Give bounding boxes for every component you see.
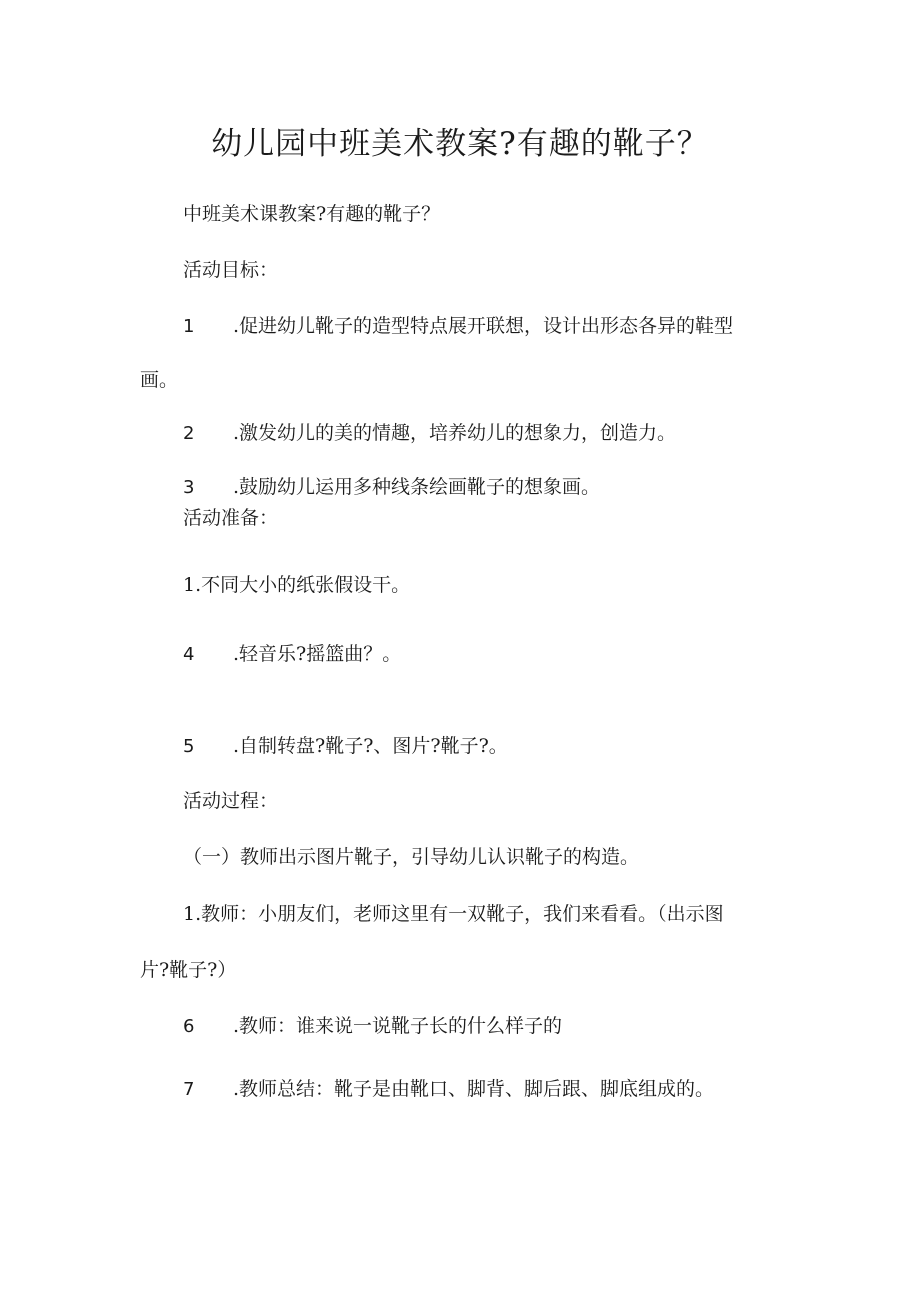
prep-heading: 活动准备： xyxy=(183,507,279,529)
prep-item-1: 1.不同大小的纸张假设干。 xyxy=(183,574,411,596)
prep-item-4 xyxy=(183,643,401,666)
process-6-text: .教师：谁来说一说靴子长的什么样子的 xyxy=(233,1015,563,1037)
goals-heading: 活动目标： xyxy=(183,259,279,281)
goal-1-number: 1 xyxy=(183,316,195,337)
goal-1-continuation: 画。 xyxy=(140,369,179,391)
process-item-1: 1.教师：小朋友们，老师这里有一双靴子，我们来看看。（出示图 xyxy=(183,903,724,925)
subtitle: 中班美术课教案?有趣的靴子？ xyxy=(183,203,441,225)
prep-item-5 xyxy=(183,735,508,758)
goal-item-2 xyxy=(183,422,676,445)
process-7-number: 7 xyxy=(183,1079,195,1100)
prep-4-text: .轻音乐?摇篮曲？。 xyxy=(233,643,402,665)
prep-5-text: .自制转盘?靴子?、图片?靴子?。 xyxy=(233,735,508,757)
process-item-6 xyxy=(183,1015,562,1038)
process-item-1-continuation: 片?靴子?） xyxy=(140,959,237,981)
goal-3-text: .鼓励幼儿运用多种线条绘画靴子的想象画。 xyxy=(233,476,601,498)
goal-item-3 xyxy=(183,476,600,499)
goal-1-text: .促进幼儿靴子的造型特点展开联想，设计出形态各异的鞋型 xyxy=(233,315,734,337)
goal-2-number: 2 xyxy=(183,423,195,444)
step-one: （一）教师出示图片靴子，引导幼儿认识靴子的构造。 xyxy=(183,846,640,868)
prep-5-number: 5 xyxy=(183,736,195,757)
prep-4-number: 4 xyxy=(183,644,195,665)
process-7-text: .教师总结：靴子是由靴口、脚背、脚后跟、脚底组成的。 xyxy=(233,1078,715,1100)
process-item-7 xyxy=(183,1078,714,1101)
process-heading: 活动过程： xyxy=(183,790,279,812)
process-6-number: 6 xyxy=(183,1016,195,1037)
goal-3-number: 3 xyxy=(183,477,195,498)
document-title: 幼儿园中班美术教案?有趣的靴子？ xyxy=(211,126,709,162)
goal-item-1 xyxy=(183,315,733,338)
goal-2-text: .激发幼儿的美的情趣，培养幼儿的想象力，创造力。 xyxy=(233,422,677,444)
